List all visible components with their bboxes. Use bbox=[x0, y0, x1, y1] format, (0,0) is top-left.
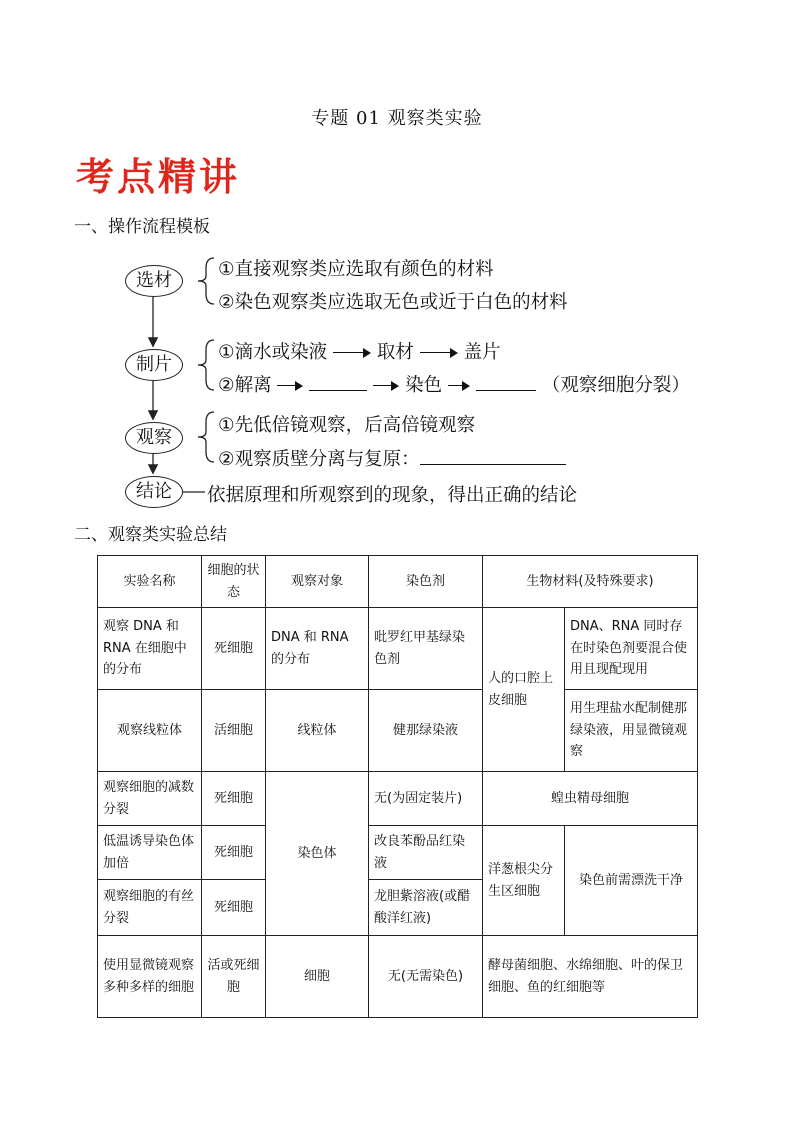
cell-name: 观察线粒体 bbox=[98, 690, 202, 772]
cell-stain: 吡罗红甲基绿染色剂 bbox=[369, 608, 483, 690]
cell-material: 人的口腔上皮细胞 bbox=[483, 608, 565, 772]
cell-name: 观察细胞的有丝分裂 bbox=[98, 880, 202, 936]
zhipian-step-cover: 盖片 bbox=[463, 342, 501, 363]
arrow-right-icon bbox=[333, 346, 371, 360]
header-cell: 细胞的状态 bbox=[202, 556, 266, 608]
cell-name: 观察 DNA 和 RNA 在细胞中的分布 bbox=[98, 608, 202, 690]
brace-zhipian bbox=[198, 340, 214, 390]
zhipian-step-stain: 染色 bbox=[405, 375, 443, 396]
page-title: 专题 01 观察类实验 bbox=[311, 108, 483, 129]
answer-blank-2[interactable] bbox=[476, 376, 536, 391]
table-row bbox=[98, 772, 698, 826]
cell-name: 使用显微镜观察多种多样的细胞 bbox=[98, 936, 202, 1018]
brace-guancha bbox=[198, 412, 214, 462]
arrow-right-icon bbox=[373, 379, 399, 393]
guancha-line-1: ①先低倍镜观察，后高倍镜观察 bbox=[218, 415, 476, 436]
zhipian-step-take: 取材 bbox=[376, 342, 414, 363]
cell-object: 染色体 bbox=[266, 772, 369, 936]
table-row bbox=[98, 826, 698, 880]
brace-xuancai bbox=[198, 258, 214, 304]
cell-stain: 健那绿染液 bbox=[369, 690, 483, 772]
zhipian-line-1 bbox=[218, 338, 501, 364]
xuancai-line-1: ①直接观察类应选取有颜色的材料 bbox=[218, 259, 494, 280]
zhipian-step-drop: ①滴水或染液 bbox=[218, 342, 328, 363]
zhipian-step-dissociate: ②解离 bbox=[218, 375, 272, 396]
header-cell: 染色剂 bbox=[369, 556, 483, 608]
section-heading-workflow: 一、操作流程模板 bbox=[74, 217, 210, 237]
cell-object: 细胞 bbox=[266, 936, 369, 1018]
header-cell: 生物材料(及特殊要求) bbox=[483, 556, 698, 608]
section-heading-summary: 二、观察类实验总结 bbox=[74, 525, 227, 545]
conclusion-line: 依据原理和所观察到的现象，得出正确的结论 bbox=[207, 485, 578, 506]
header-cell: 实验名称 bbox=[98, 556, 202, 608]
section-banner: 考点精讲 bbox=[76, 155, 241, 199]
xuancai-line-2: ②染色观察类应选取无色或近于白色的材料 bbox=[218, 292, 568, 313]
cell-material: 酵母菌细胞、水绵细胞、叶的保卫细胞、鱼的红细胞等 bbox=[483, 936, 698, 1018]
cell-state: 死细胞 bbox=[202, 772, 266, 826]
step-conclusion: 结论 bbox=[125, 476, 183, 508]
cell-name: 观察细胞的减数分裂 bbox=[98, 772, 202, 826]
answer-blank-1[interactable] bbox=[309, 376, 367, 391]
zhipian-line-2 bbox=[218, 371, 690, 397]
step-make-slide: 制片 bbox=[125, 349, 183, 381]
cell-stain: 改良苯酚品红染液 bbox=[369, 826, 483, 880]
cell-name: 低温诱导染色体加倍 bbox=[98, 826, 202, 880]
table-row bbox=[98, 690, 698, 772]
arrow-right-icon bbox=[448, 379, 470, 393]
table-header-row bbox=[98, 556, 698, 608]
cell-material: 蝗虫精母细胞 bbox=[483, 772, 698, 826]
cell-state: 活细胞 bbox=[202, 690, 266, 772]
cell-stain: 无(无需染色) bbox=[369, 936, 483, 1018]
cell-note: DNA、RNA 同时存在时染色剂要混合使用且现配现用 bbox=[565, 608, 698, 690]
guancha-plasmolysis: ②观察质壁分离与复原： bbox=[218, 449, 420, 470]
experiment-summary-table bbox=[97, 555, 698, 1018]
cell-object: DNA 和 RNA 的分布 bbox=[266, 608, 369, 690]
cell-state: 死细胞 bbox=[202, 880, 266, 936]
cell-note: 用生理盐水配制健那绿染液，用显微镜观察 bbox=[565, 690, 698, 772]
arrow-right-icon bbox=[420, 346, 458, 360]
header-cell: 观察对象 bbox=[266, 556, 369, 608]
answer-blank-3[interactable] bbox=[420, 450, 566, 465]
cell-object: 线粒体 bbox=[266, 690, 369, 772]
cell-stain: 龙胆紫溶液(或醋酸洋红液) bbox=[369, 880, 483, 936]
zhipian-note: （观察细胞分裂） bbox=[541, 375, 690, 396]
cell-note: 染色前需漂洗干净 bbox=[565, 826, 698, 936]
step-select-material: 选材 bbox=[125, 265, 183, 297]
cell-stain: 无(为固定装片) bbox=[369, 772, 483, 826]
cell-material: 洋葱根尖分生区细胞 bbox=[483, 826, 565, 936]
cell-state: 死细胞 bbox=[202, 826, 266, 880]
guancha-line-2 bbox=[218, 445, 566, 471]
table-row bbox=[98, 608, 698, 690]
cell-state: 活或死细胞 bbox=[202, 936, 266, 1018]
arrow-right-icon bbox=[277, 379, 303, 393]
step-observe: 观察 bbox=[125, 422, 183, 454]
table-row bbox=[98, 936, 698, 1018]
cell-state: 死细胞 bbox=[202, 608, 266, 690]
